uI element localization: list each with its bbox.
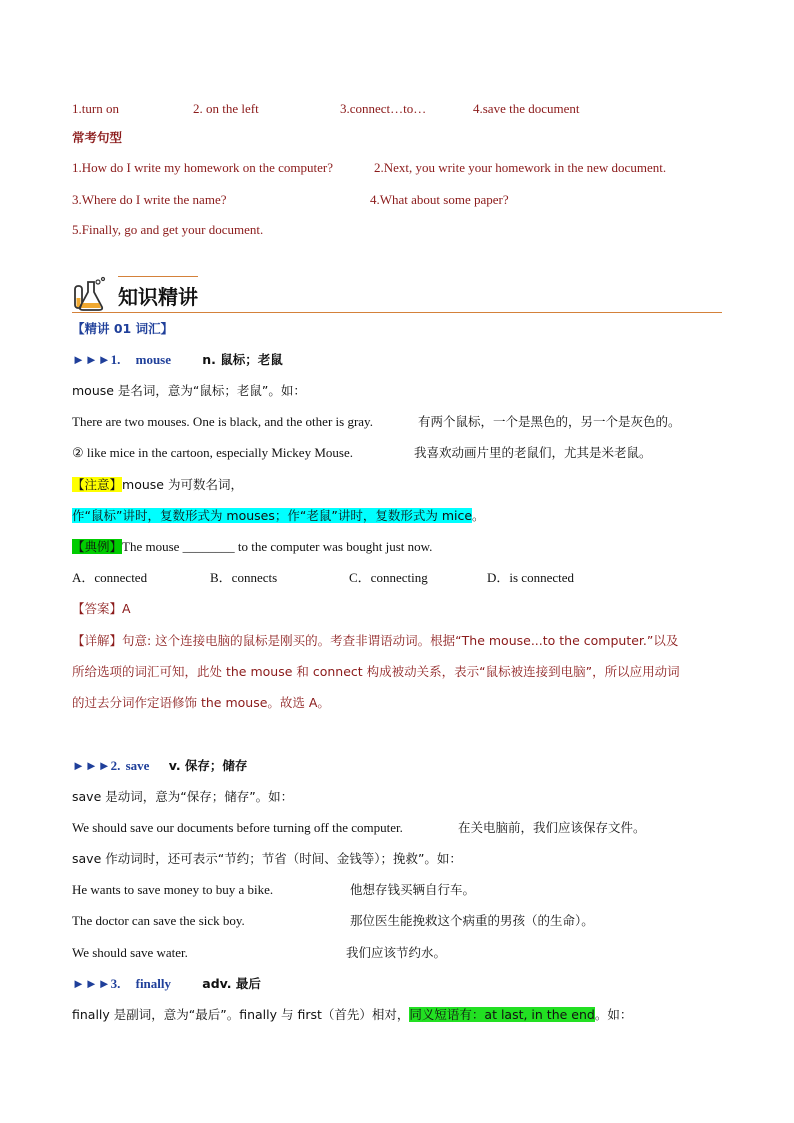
detail-line-3: 的过去分词作定语修饰 the mouse。故选 A。 xyxy=(72,695,330,710)
word2-ex4-en: We should save water. xyxy=(72,945,188,960)
word2-prefix: ►►►2. xyxy=(72,758,121,773)
word2-ex4-cn: 我们应该节约水。 xyxy=(346,945,447,960)
word1-pos: n. 鼠标；老鼠 xyxy=(202,352,283,367)
word2-ex3-en: The doctor can save the sick boy. xyxy=(72,913,245,928)
detail-line-1: 【详解】句意: 这个连接电脑的鼠标是刚买的。考查非谓语动词。根据“The mouse...to the computer.”以及 xyxy=(72,633,679,648)
word1-ex2-cn: 我喜欢动画片里的老鼠们，尤其是米老鼠。 xyxy=(414,445,652,460)
note2-part-a: 作“鼠标”讲时，复数形式为 mouses； xyxy=(72,508,288,523)
sentence-4: 4.What about some paper? xyxy=(370,192,509,207)
word2-ex2-en: He wants to save money to buy a bike. xyxy=(72,882,274,897)
option-d: D．is connected xyxy=(487,570,575,585)
word2-explain2: save 作动词时，还可表示“节约；节省（时间、金钱等）；挽救”。如： xyxy=(72,851,462,866)
word3-pos: adv. 最后 xyxy=(202,976,261,991)
sentence-heading: 常考句型 xyxy=(72,130,123,145)
word2-ex1-en: We should save our documents before turning off the computer. xyxy=(72,820,403,835)
sentence-5: 5.Finally, go and get your document. xyxy=(72,222,264,237)
word1-note2 xyxy=(72,507,485,525)
section-divider xyxy=(72,312,722,313)
phrase-1: 1.turn on xyxy=(72,101,119,116)
word3-prefix: ►►►3. xyxy=(72,976,121,991)
word3-explain-a: finally 是副词，意为“最后”。finally 与 first（首先）相对， xyxy=(72,1007,410,1022)
word2-pos: v. 保存；储存 xyxy=(168,758,248,773)
word1-example xyxy=(72,538,432,556)
word2-explain: save 是动词，意为“保存；储存”。如： xyxy=(72,789,294,804)
subsection-heading: 【精讲 01 词汇】 xyxy=(72,321,174,336)
lab-flask-icon xyxy=(72,276,110,312)
section-title: 知识精讲 xyxy=(118,285,198,309)
note-tag: 【注意】 xyxy=(72,477,123,492)
word2-ex2-cn: 他想存钱买辆自行车。 xyxy=(350,882,476,897)
word2-ex1-cn: 在关电脑前，我们应该保存文件。 xyxy=(458,820,646,835)
sentence-3: 3.Where do I write the name? xyxy=(72,192,227,207)
word3-explain-end: 。如： xyxy=(594,1007,633,1022)
phrase-2: 2. on the left xyxy=(193,101,259,116)
answer: 【答案】A xyxy=(72,601,131,616)
word3-synonyms: 同义短语有：at last, in the end xyxy=(409,1007,595,1022)
note-text: mouse 为可数名词， xyxy=(122,477,243,492)
word1-note xyxy=(72,476,243,494)
word1-ex2-en: ② like mice in the cartoon, especially Mickey Mouse. xyxy=(72,445,353,460)
word1-ex1-en: There are two mouses. One is black, and the other is gray. xyxy=(72,414,373,429)
word2-word: save xyxy=(125,758,150,773)
note2-end: 。 xyxy=(472,508,485,523)
example-text: The mouse ________ to the computer was bought just now. xyxy=(122,539,433,554)
detail-line-2: 所给选项的词汇可知，此处 the mouse 和 connect 构成被动关系，表示“鼠标被连接到电脑”，所以应用动词 xyxy=(72,664,680,679)
phrase-4: 4.save the document xyxy=(473,101,580,116)
title-top-rule xyxy=(118,276,198,277)
note2-part-b: 作“老鼠”讲时，复数形式为 mice xyxy=(287,508,473,523)
word3-word: finally xyxy=(135,976,172,991)
phrase-3: 3.connect…to… xyxy=(340,101,427,116)
word1-explain: mouse 是名词，意为“鼠标；老鼠”。如： xyxy=(72,383,306,398)
example-tag: 【典例】 xyxy=(72,539,123,554)
word1-word: mouse xyxy=(135,352,171,367)
word3-explain xyxy=(72,1006,632,1024)
sentence-2: 2.Next, you write your homework in the new document. xyxy=(374,160,667,175)
word1-prefix: ►►►1. xyxy=(72,352,121,367)
option-c: C．connecting xyxy=(349,570,428,585)
word1-ex1-cn: 有两个鼠标，一个是黑色的，另一个是灰色的。 xyxy=(418,414,681,429)
sentence-1: 1.How do I write my homework on the computer? xyxy=(72,160,334,175)
option-a: A．connected xyxy=(72,570,148,585)
word3-heading xyxy=(72,975,261,993)
word2-ex3-cn: 那位医生能挽救这个病重的男孩（的生命）。 xyxy=(350,913,594,928)
option-b: B．connects xyxy=(210,570,278,585)
word1-heading xyxy=(72,351,283,369)
word2-heading xyxy=(72,757,247,775)
